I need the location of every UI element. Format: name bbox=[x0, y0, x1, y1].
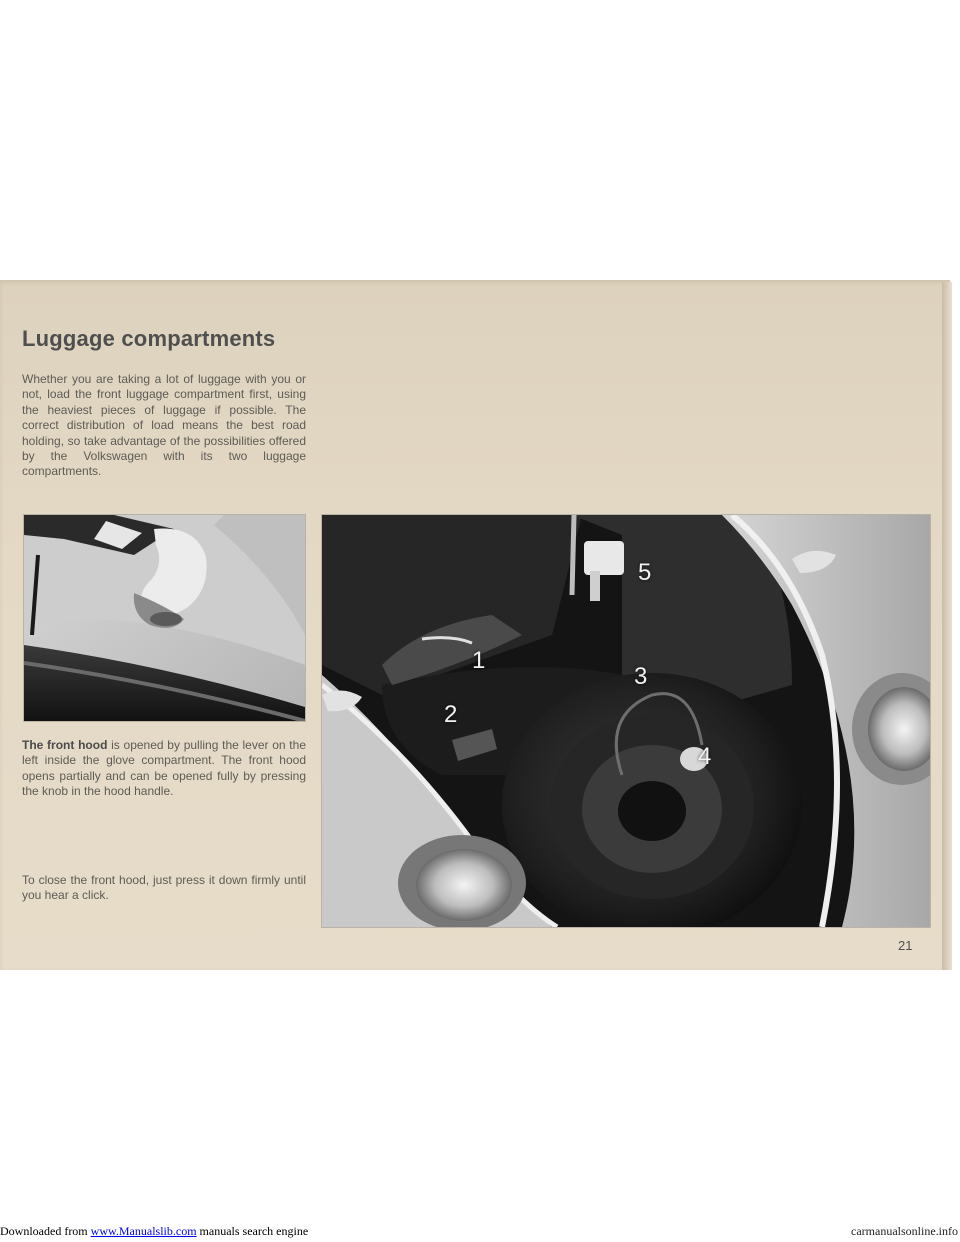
page-edge-shadow bbox=[942, 282, 952, 970]
footer-prefix: Downloaded from bbox=[0, 1224, 91, 1238]
callout-2: 2 bbox=[444, 701, 458, 728]
front-hood-paragraph bbox=[22, 738, 306, 800]
footer-suffix: manuals search engine bbox=[196, 1224, 309, 1238]
callout-5: 5 bbox=[638, 559, 652, 586]
front-hood-text: is opened by pulling the lever on the left inside the glove compartment. The front hood opens partially and can be opened fully by pressing the knob in the hood handle. bbox=[22, 738, 306, 799]
callout-3: 3 bbox=[634, 663, 648, 690]
front-hood-lead: The front hood bbox=[22, 738, 108, 752]
callout-4: 4 bbox=[698, 743, 712, 770]
page-number: 21 bbox=[898, 938, 913, 953]
footer-source bbox=[0, 1224, 308, 1239]
manualslib-link[interactable]: www.Manualslib.com bbox=[90, 1224, 197, 1238]
download-footer bbox=[0, 1224, 960, 1242]
footer-watermark: carmanualsonline.info bbox=[851, 1224, 958, 1238]
hood-lever-photo bbox=[24, 515, 305, 721]
luggage-compartment-photo bbox=[322, 515, 930, 927]
close-hood-paragraph: To close the front hood, just press it down firmly until you hear a click. bbox=[22, 873, 306, 903]
callout-1: 1 bbox=[472, 647, 486, 674]
page-heading: Luggage compartments bbox=[22, 326, 276, 351]
intro-paragraph: Whether you are taking a lot of luggage with you or not, load the front luggage compartment first, using the heaviest pieces of luggage if possible. The correct distribution of load means the best road holding, so take advantage of the possibilities offered by the Volkswagen with its two luggage compartments. bbox=[22, 372, 306, 479]
